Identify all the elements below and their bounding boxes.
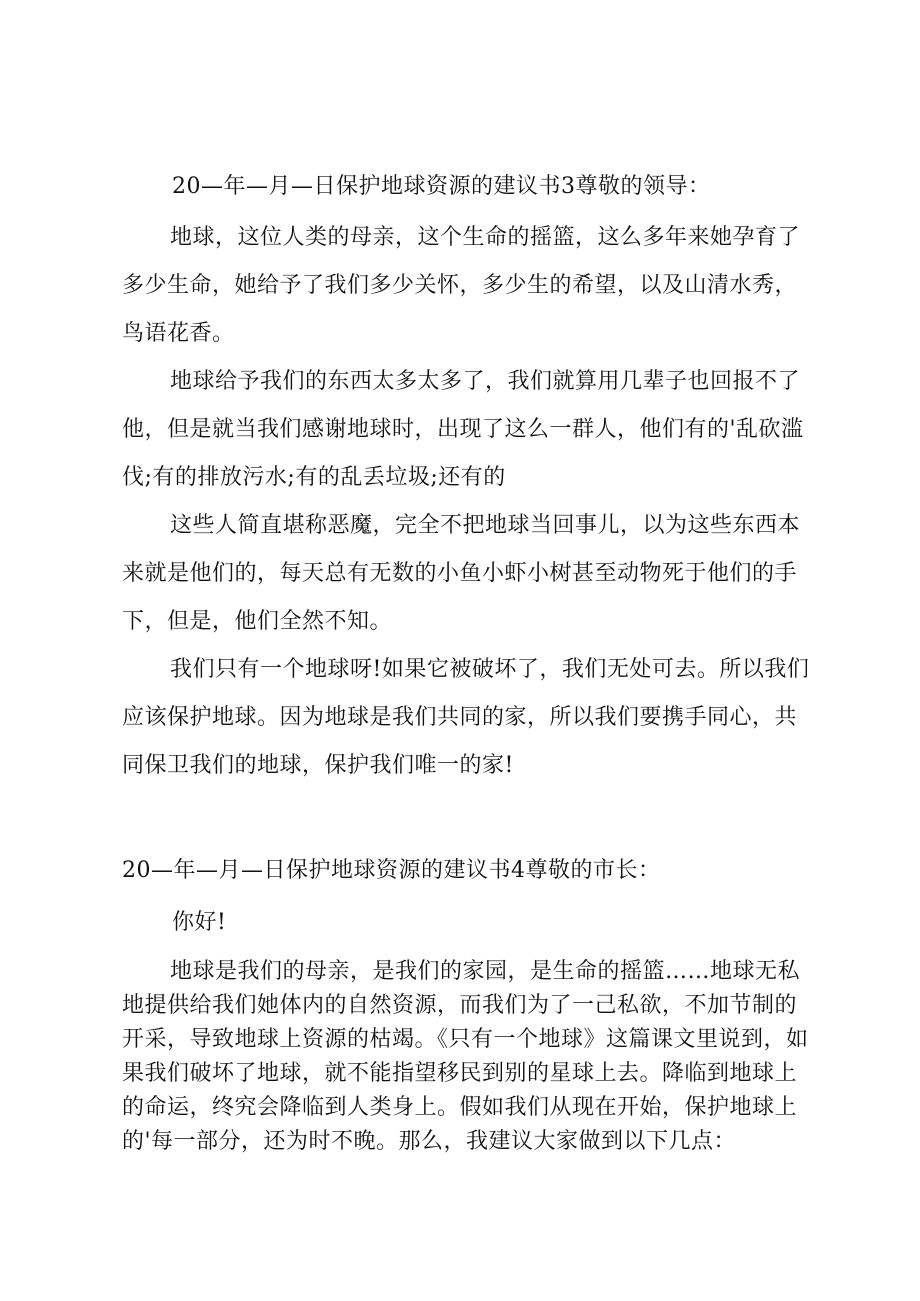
- section2-greeting: 你好!: [172, 910, 227, 935]
- section2-heading: 20—年—月—日保护地球资源的建议书4尊敬的市长：: [122, 858, 661, 883]
- section1-paragraph-4: 我们只有一个地球呀!如果它被破坏了，我们无处可去。所以我们应该保护地球。因为地球是我们共同的家，所以我们要携手同心，共同保卫我们的地球，保护我们唯一的家!: [122, 657, 810, 778]
- section1-heading: 20—年—月—日保护地球资源的建议书3尊敬的领导：: [172, 174, 711, 199]
- section1-paragraph-2: 地球给予我们的东西太多太多了，我们就算用几辈子也回报不了他，但是就当我们感谢地球时，出现了这么一群人，他们有的'乱砍滥伐;有的排放污水;有的乱丢垃圾;还有的: [122, 369, 804, 490]
- section2-paragraph-1: 地球是我们的母亲，是我们的家园，是生命的摇篮……地球无私地提供给我们她体内的自然资源，而我们为了一己私欲，不加节制的开采，导致地球上资源的枯竭。《只有一个地球》这篇课文里说到，如果我们破坏了地球，就不能指望移民到别的星球上去。降临到地球上的命运，终究会降临到人类身上。假如我们从现在开始，保护地球上的'每一部分，还为时不晚。那么，我建议大家做到以下几点：: [122, 959, 809, 1154]
- section1-paragraph-1: 地球，这位人类的母亲，这个生命的摇篮，这么多年来她孕育了多少生命，她给予了我们多少关怀，多少生的希望，以及山清水秀，鸟语花香。: [122, 225, 801, 346]
- section1-paragraph-3: 这些人简直堪称恶魔，完全不把地球当回事儿，以为这些东西本来就是他们的，每天总有无数的小鱼小虾小树甚至动物死于他们的手下，但是，他们全然不知。: [122, 513, 801, 634]
